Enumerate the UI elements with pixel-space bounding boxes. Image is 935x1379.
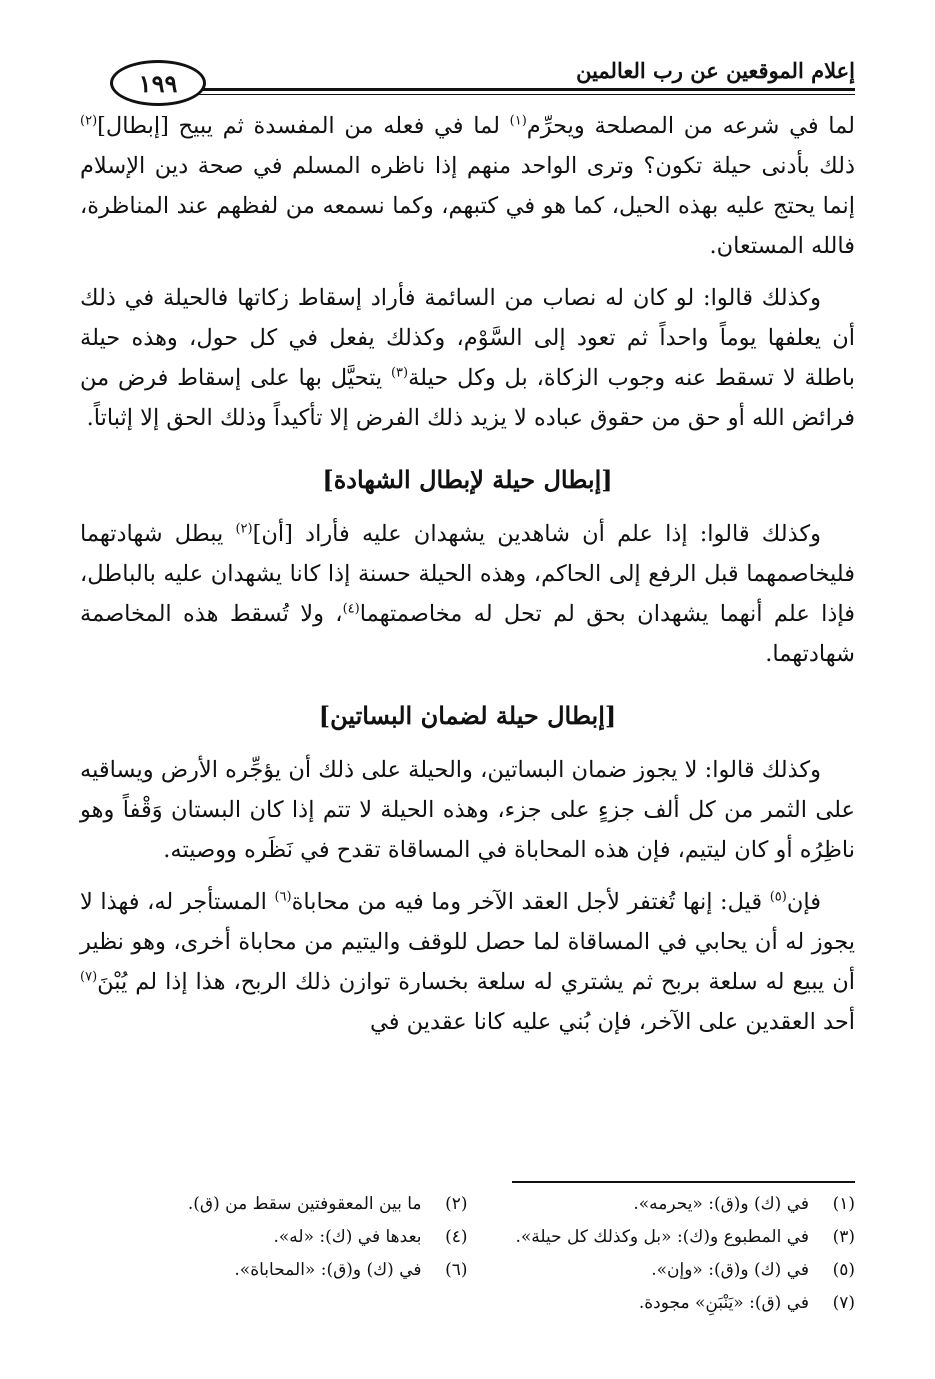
footnotes	[80, 1188, 855, 1320]
footnote-divider	[512, 1181, 855, 1183]
footnote-ref: (٦)	[274, 889, 292, 905]
footnote-ref: (٧)	[80, 969, 98, 985]
text-run: يتحيَّل بها على إسقاط فرض من فرائض الله أو حق من حقوق عباده لا يزيد ذلك الفرض إلا تأكيداً وذلك الحق إلا إثباتاً.	[80, 365, 855, 431]
footnote	[80, 1188, 468, 1221]
footnote-row	[80, 1287, 855, 1320]
footnote-text: ما بين المعقوفتين سقط من (ق).	[187, 1194, 422, 1214]
footnote-row	[80, 1221, 855, 1254]
page-number: ١٩٩	[138, 68, 178, 98]
footnote-text: في (ق): «يَنْبَنِ» مجودة.	[638, 1293, 809, 1313]
footnote-text: بعدها في (ك): «له».	[273, 1227, 422, 1247]
text-run: أحد العقدين على الآخر، فإن بُني عليه كانا عقدين في	[369, 1009, 855, 1035]
footnote-number: (٢)	[445, 1194, 468, 1214]
footnote-ref: (١)	[509, 113, 527, 129]
footnote-row	[80, 1188, 855, 1221]
footnote-number: (٥)	[832, 1260, 855, 1280]
footnote	[80, 1221, 468, 1254]
footnote-ref: (٢)	[80, 113, 98, 129]
footnote-text: في (ك) و(ق): «المحاباة».	[234, 1260, 422, 1280]
text-run: المستأجر له، فهذا لا يجوز له أن يحابي في المساقاة لما حصل للوقف واليتيم من محاباة أخرى، وهو نظير أن يبيع له سلعة بربح ثم يشتري له سلعة بخسارة توازن ذلك الربح، هذا إذا لم يُبْنَ	[80, 889, 855, 995]
footnote-ref: (٢)	[235, 521, 253, 537]
footnote-text: في المطبوع و(ك): «بل وكذلك كل حيلة».	[515, 1227, 809, 1247]
text-run: لما في شرعه من المصلحة ويحرِّم	[526, 113, 855, 139]
footnote-number: (٧)	[832, 1293, 855, 1313]
footnote	[468, 1287, 856, 1320]
footnote-number: (٣)	[832, 1227, 855, 1247]
text-run: وكذلك قالوا: لو كان له نصاب من السائمة فأراد إسقاط زكاتها فالحيلة في ذلك أن يعلفها يوماً واحداً ثم تعود إلى السَّوْم، وكذلك يفعل في كل حول، وهذه حيلة باطلة لا تسقط عنه وجوب الزكاة، بل وكل حيلة	[80, 285, 855, 391]
page-number-badge	[110, 60, 206, 106]
book-title: إعلام الموقعين عن رب العالمين	[576, 58, 855, 83]
text-run: لما في فعله من المفسدة ثم يبيح [إبطال]	[97, 113, 510, 139]
footnote	[468, 1221, 856, 1254]
footnote-ref: (٤)	[342, 601, 360, 617]
paragraph-5	[80, 882, 855, 1042]
footnote-number: (٤)	[445, 1227, 468, 1247]
footnote	[468, 1254, 856, 1287]
section-heading: [إبطال حيلة لضمان البساتين]	[318, 701, 617, 730]
footnote-number: (١)	[832, 1194, 855, 1214]
footnote-row	[80, 1254, 855, 1287]
page-header	[78, 46, 855, 96]
text-run: فإن	[786, 889, 821, 915]
main-text	[80, 106, 855, 1054]
text-run: ذلك بأدنى حيلة تكون؟ وترى الواحد منهم إذا ناظره المسلم في صحة دين الإسلام إنما يحتج عليه بهذه الحيل، كما هو في كتبهم، وكما نسمعه من لفظهم عند المناظرة، فالله المستعان.	[80, 153, 855, 259]
footnote-ref: (٥)	[769, 889, 787, 905]
footnote	[80, 1254, 468, 1287]
footnote	[468, 1188, 856, 1221]
footnote-ref: (٣)	[390, 365, 409, 381]
footnote-number: (٦)	[445, 1260, 468, 1280]
text-run: يبطل شهادتهما فليخاصمهما قبل الرفع إلى الحاكم، وهذه الحيلة حسنة إذا كانا يشهدان عليه بالباطل، فإذا علم أنهما يشهدان بحق لم تحل له مخاصمتهما	[80, 521, 855, 627]
footnote-text: في (ك) و(ق): «يحرمه».	[633, 1194, 809, 1214]
text-run: وكذلك قالوا: إذا علم أن شاهدين يشهدان عليه فأراد [أن]	[252, 521, 821, 547]
header-rule-thin	[196, 94, 855, 95]
paragraph-1	[80, 106, 855, 266]
footnote-text: في (ك) و(ق): «وإن».	[651, 1260, 809, 1280]
text-run: قيل: إنها تُغتفر لأجل العقد الآخر وما فيه من محاباة	[291, 889, 770, 915]
section-heading: [إبطال حيلة لإبطال الشهادة]	[322, 465, 613, 494]
header-rule-thick	[196, 88, 855, 91]
text-run: ، ولا تُسقط هذه المخاصمة شهادتهما.	[80, 601, 855, 667]
paragraph-4: وكذلك قالوا: لا يجوز ضمان البساتين، والحيلة على ذلك أن يؤجِّره الأرض ويساقيه على الثمر من كل ألف جزءٍ على جزء، وهذه الحيلة لا تتم إذا كان البستان وَقْفاً وهو ناظِرُه أو كان ليتيم، فإن هذه المحاباة في المساقاة تقدح في نَظَره ووصيته.	[80, 757, 855, 863]
paragraph-2	[80, 278, 855, 438]
paragraph-3	[80, 514, 855, 674]
